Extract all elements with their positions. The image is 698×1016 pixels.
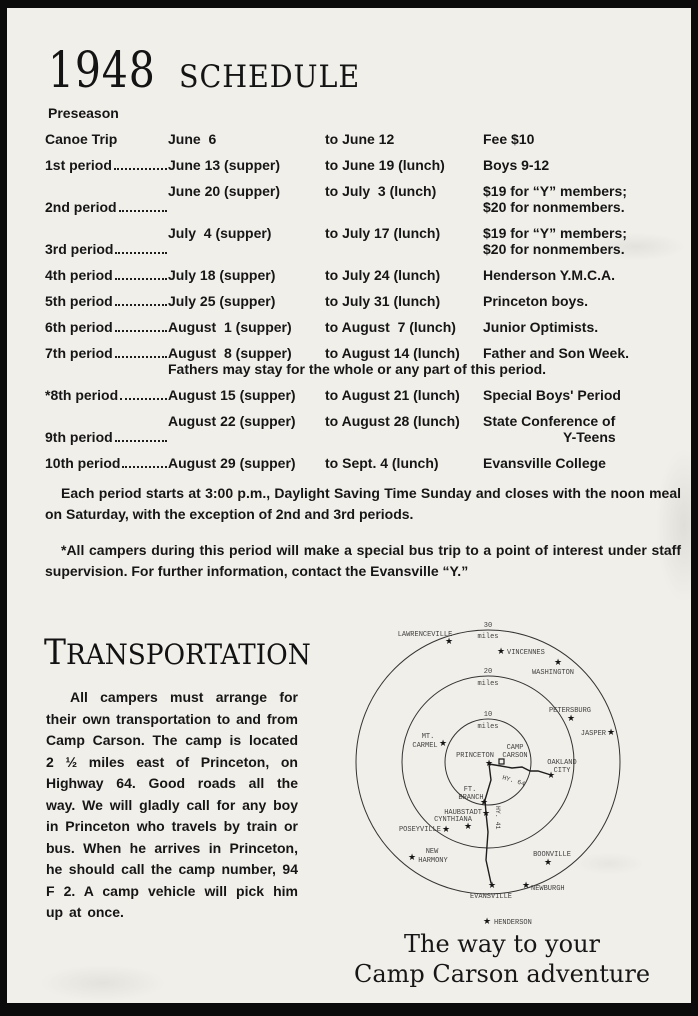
- ring-label-unit: miles: [477, 633, 499, 641]
- map-town-mt-carmel: [412, 733, 447, 750]
- end-date: to July 31 (lunch): [325, 293, 441, 309]
- schedule-footnote: Each period starts at 3:00 p.m., Daylight Saving Time Sunday and closes with the noon meal on Saturday, with the exception of 2nd and 3rd periods.: [45, 485, 681, 522]
- town-label: PETERSBURG: [548, 707, 592, 715]
- dotted-leader: [115, 356, 167, 358]
- row-description: Junior Optimists.: [483, 319, 599, 335]
- town-label: BOONVILLE: [533, 851, 571, 859]
- map-camp-carson: [499, 744, 528, 764]
- dotted-leader: [115, 304, 167, 306]
- camp-label: CARSON: [502, 752, 528, 760]
- period-label: Canoe Trip: [45, 131, 118, 147]
- start-date: August 8 (supper): [168, 345, 292, 361]
- row-note: Fathers may stay for the whole or any part of this period.: [168, 361, 547, 377]
- distance-map: [365, 610, 697, 940]
- map-town-jasper: [581, 728, 615, 738]
- ring-label-value: 10: [483, 711, 493, 719]
- ring-label-unit: miles: [477, 723, 499, 731]
- ring-label-unit: miles: [477, 680, 499, 688]
- road-label-hy41: HY. 41: [494, 806, 501, 830]
- preseason-label: Preseason: [48, 105, 119, 121]
- town-star-icon: ★: [463, 822, 473, 832]
- table-row: [45, 387, 679, 403]
- dotted-leader: [120, 398, 167, 400]
- row-description-line2: Y-Teens: [563, 429, 616, 445]
- dotted-leader: [115, 278, 167, 280]
- table-row: [45, 455, 679, 471]
- map-town-boonville: [533, 851, 571, 868]
- table-row: [45, 267, 679, 283]
- period-label: 4th period: [45, 267, 113, 283]
- title-word: SCHEDULE: [179, 59, 361, 95]
- map-town-lawrenceville: [398, 631, 453, 647]
- town-label: BRANCH: [458, 794, 484, 802]
- end-date: to August 14 (lunch): [325, 345, 460, 361]
- town-label: POSEYVILLE: [398, 826, 441, 834]
- dotted-leader: [114, 168, 167, 170]
- table-row: [45, 225, 679, 257]
- map-town-newburgh: [522, 881, 565, 893]
- town-star-icon: ★: [482, 917, 492, 927]
- town-label: WASHINGTON: [531, 669, 575, 677]
- table-row: [45, 131, 679, 147]
- end-date: to Sept. 4 (lunch): [325, 455, 439, 471]
- town-star-icon: ★: [487, 881, 497, 891]
- town-label: MT.: [421, 733, 435, 741]
- period-label: 5th period: [45, 293, 113, 309]
- period-label: 2nd period: [45, 199, 117, 215]
- row-description: Evansville College: [483, 455, 606, 471]
- start-date: August 29 (supper): [168, 455, 296, 471]
- map-svg: [365, 610, 697, 940]
- row-description: Princeton boys.: [483, 293, 589, 309]
- end-date: to June 12: [325, 131, 395, 147]
- map-town-princeton: [456, 752, 494, 769]
- road-label-hy64: HY. 64: [501, 774, 526, 788]
- town-label: EVANSVILLE: [469, 893, 513, 901]
- town-label: FT.: [463, 786, 477, 794]
- row-description: Father and Son Week.: [483, 345, 629, 361]
- end-date: to July 24 (lunch): [325, 267, 441, 283]
- caption-line1: The way to your: [404, 930, 600, 958]
- town-star-icon: ★: [546, 771, 556, 781]
- table-row: [45, 183, 679, 215]
- dotted-leader: [122, 466, 167, 468]
- row-description: Boys 9-12: [483, 157, 550, 173]
- town-star-icon: ★: [479, 798, 489, 808]
- town-star-icon: ★: [444, 637, 454, 647]
- map-town-petersburg: [549, 707, 591, 724]
- table-row: [45, 319, 679, 335]
- town-star-icon: ★: [438, 739, 448, 749]
- town-label: CARMEL: [412, 742, 438, 750]
- town-star-icon: ★: [441, 825, 451, 835]
- camp-label: CAMP: [506, 744, 524, 752]
- table-row: [45, 345, 679, 377]
- row-description: Fee $10: [483, 131, 535, 147]
- town-label: CITY: [553, 767, 571, 775]
- schedule-asterisk-footnote: *All campers during this period will make a special bus trip to a point of interest under staff supervision. For further information, contact the Evansville “Y.”: [45, 542, 681, 579]
- town-star-icon: ★: [553, 658, 563, 668]
- start-date: August 15 (supper): [168, 387, 296, 403]
- row-description-line2: $20 for nonmembers.: [483, 241, 625, 257]
- start-date: July 4 (supper): [168, 225, 272, 241]
- town-label: CYNTHIANA: [434, 816, 472, 824]
- map-town-poseyville: [399, 825, 450, 835]
- ring-label-value: 30: [483, 622, 493, 630]
- town-label: HENDERSON: [494, 919, 532, 927]
- period-label: 1st period: [45, 157, 112, 173]
- transportation-paragraph: All campers must arrange for their own transportation to and from Camp Carson. The camp is located 2 ½ miles east of Princeton, on Highway 64. Good roads all the way. We will gladly call for any boy in Princeton who travels by train or bus. When he arrives in Princeton, he should call the camp number, 94 F 2. A camp vehicle will pick him up at once.: [46, 689, 298, 920]
- row-description: Special Boys' Period: [483, 387, 621, 403]
- town-label: NEWBURGH: [531, 885, 565, 893]
- title-year: 1948: [48, 41, 156, 99]
- map-town-evansville: [470, 881, 512, 901]
- end-date: to July 3 (lunch): [325, 183, 437, 199]
- end-date: to August 28 (lunch): [325, 413, 460, 429]
- caption-line2: Camp Carson adventure: [353, 960, 651, 988]
- start-date: July 18 (supper): [168, 267, 276, 283]
- town-label: HAUBSTADT: [444, 809, 482, 817]
- period-label: 3rd period: [45, 241, 114, 257]
- row-description: Henderson Y.M.C.A.: [483, 267, 615, 283]
- road-hy64: [489, 764, 551, 775]
- town-label: VINCENNES: [507, 649, 545, 657]
- period-label: 6th period: [45, 319, 113, 335]
- map-caption: [352, 929, 652, 989]
- town-label: JASPER: [580, 730, 606, 738]
- row-description: State Conference of: [483, 413, 616, 429]
- town-star-icon: ★: [543, 858, 553, 868]
- period-label: 10th period: [45, 455, 121, 471]
- map-town-ft-branch: [458, 786, 488, 808]
- row-description: $19 for “Y” members;: [483, 183, 627, 199]
- page-title: [48, 41, 376, 99]
- start-date: August 1 (supper): [168, 319, 292, 335]
- period-label: 7th period: [45, 345, 113, 361]
- start-date: July 25 (supper): [168, 293, 276, 309]
- map-town-washington: [532, 658, 574, 677]
- town-label: LAWRENCEVILLE: [397, 631, 453, 639]
- town-star-icon: ★: [484, 759, 494, 769]
- start-date: June 6: [168, 131, 217, 147]
- start-date: August 22 (supper): [168, 413, 296, 429]
- town-star-icon: ★: [566, 714, 576, 724]
- dotted-leader: [119, 210, 167, 212]
- town-star-icon: ★: [407, 853, 417, 863]
- end-date: to August 21 (lunch): [325, 387, 460, 403]
- row-description-line2: $20 for nonmembers.: [483, 199, 625, 215]
- period-label: 9th period: [45, 429, 113, 445]
- ring-label-value: 20: [483, 668, 493, 676]
- table-row: [45, 157, 679, 173]
- town-label: PRINCETON: [456, 752, 494, 760]
- end-date: to August 7 (lunch): [325, 319, 456, 335]
- dotted-leader: [115, 330, 167, 332]
- map-town-vincennes: [497, 647, 545, 657]
- end-date: to June 19 (lunch): [325, 157, 445, 173]
- schedule-table: [45, 131, 679, 481]
- town-label: NEW: [425, 848, 439, 856]
- road-hy41: [485, 764, 491, 883]
- end-date: to July 17 (lunch): [325, 225, 441, 241]
- town-star-icon: ★: [521, 881, 531, 891]
- table-row: [45, 413, 679, 445]
- dotted-leader: [115, 440, 167, 442]
- period-label: *8th period: [45, 387, 119, 403]
- town-label: HARMONY: [418, 857, 448, 865]
- dotted-leader: [115, 252, 167, 254]
- transportation-heading: TRANSPORTATION: [44, 633, 311, 673]
- town-star-icon: ★: [606, 728, 616, 738]
- start-date: June 20 (supper): [168, 183, 281, 199]
- map-town-henderson: [483, 917, 532, 927]
- map-town-new-harmony: [408, 848, 449, 865]
- town-star-icon: ★: [481, 809, 491, 819]
- table-row: [45, 293, 679, 309]
- town-star-icon: ★: [496, 647, 506, 657]
- town-label: OAKLAND: [547, 759, 577, 767]
- start-date: June 13 (supper): [168, 157, 281, 173]
- row-description: $19 for “Y” members;: [483, 225, 627, 241]
